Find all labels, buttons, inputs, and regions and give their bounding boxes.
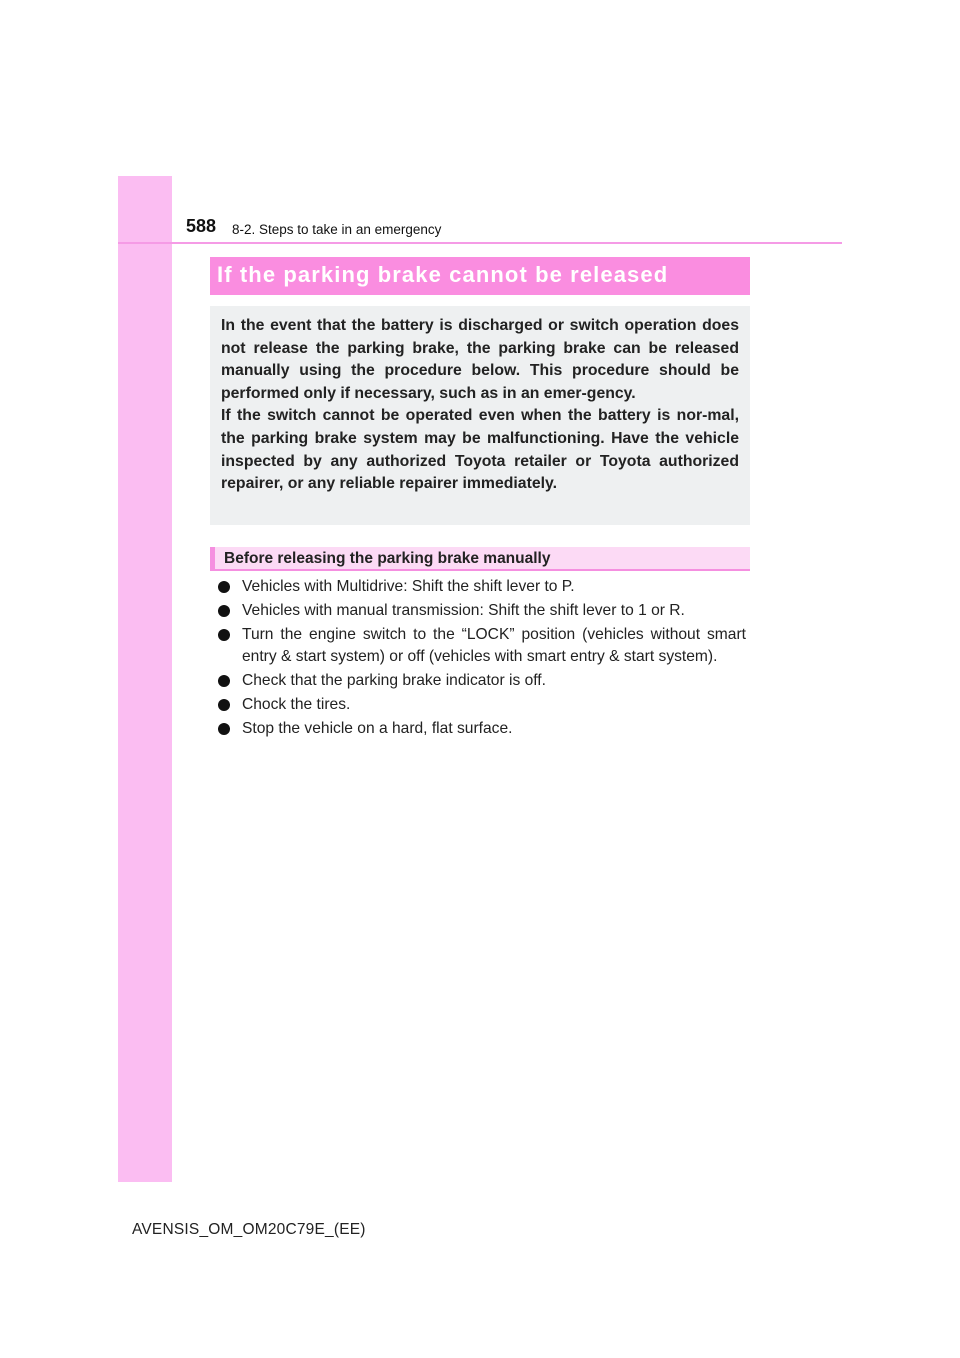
- subheading-title: Before releasing the parking brake manually: [224, 550, 551, 567]
- page-title: If the parking brake cannot be released: [217, 262, 669, 287]
- bullet-dot-icon: [218, 699, 230, 711]
- bullet-dot-icon: [218, 581, 230, 593]
- list-item-text: Check that the parking brake indicator is off.: [242, 672, 546, 689]
- list-item-text: Turn the engine switch to the “LOCK” position (vehicles without smart entry & start system) or off (vehicles with smart entry & start system).: [242, 626, 746, 665]
- intro-paragraph-1: In the event that the battery is discharged or switch operation does not release the parking brake, the parking brake can be released manually using the procedure below. This procedure should be performed only if necessary, such as in an emer-gency.: [221, 317, 739, 402]
- list-item-text: Chock the tires.: [242, 696, 351, 713]
- list-item: [210, 694, 746, 716]
- title-band: [210, 257, 750, 295]
- subheading-bar: [210, 547, 750, 571]
- page-number: 588: [186, 216, 217, 236]
- section-label: 8-2. Steps to take in an emergency: [232, 222, 442, 237]
- side-strip: [118, 176, 172, 1182]
- list-item: [210, 576, 746, 598]
- bullet-list: [210, 576, 746, 742]
- list-item-text: Vehicles with manual transmission: Shift the shift lever to 1 or R.: [242, 602, 685, 619]
- list-item: [210, 670, 746, 692]
- list-item: [210, 718, 746, 740]
- intro-box: [210, 306, 750, 525]
- bullet-dot-icon: [218, 723, 230, 735]
- bullet-dot-icon: [218, 629, 230, 641]
- header-rule: [118, 242, 842, 244]
- subheading-accent: [210, 547, 215, 569]
- bullet-dot-icon: [218, 675, 230, 687]
- list-item: [210, 624, 746, 668]
- intro-paragraph-2: If the switch cannot be operated even when the battery is nor-mal, the parking brake system may be malfunctioning. Have the vehicle inspected by any authorized Toyota retailer or Toyota authorized repairer, or any reliable repairer immediately.: [221, 407, 739, 493]
- list-item: [210, 600, 746, 622]
- list-item-text: Stop the vehicle on a hard, flat surface.: [242, 720, 513, 737]
- list-item-text: Vehicles with Multidrive: Shift the shift lever to P.: [242, 578, 575, 595]
- bullet-dot-icon: [218, 605, 230, 617]
- footer-document-code: AVENSIS_OM_OM20C79E_(EE): [132, 1221, 366, 1238]
